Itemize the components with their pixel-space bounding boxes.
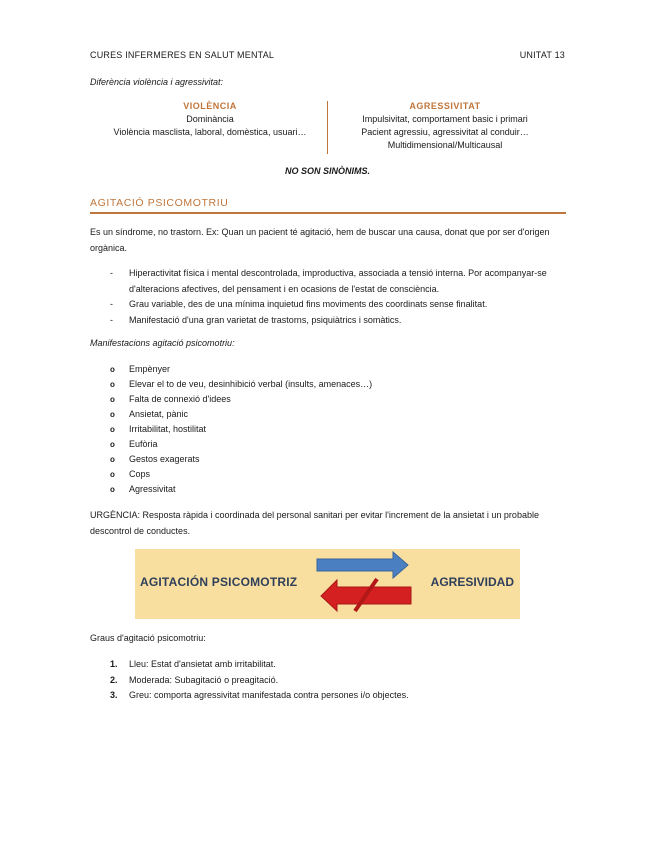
list-item: o Elevar el to de veu, desinhibició verbal (insults, amenaces…)	[110, 377, 510, 392]
list-item: o Ansietat, pànic	[110, 407, 510, 422]
aggressiveness-line: Impulsivitat, comportament basic i primari	[362, 114, 528, 124]
characteristics-list	[110, 266, 566, 328]
list-item	[110, 673, 510, 689]
section-heading: AGITACIÓ PSICOMOTRIU	[90, 197, 229, 209]
violence-line: Violència masclista, laboral, domèstica, usuari…	[113, 127, 307, 137]
violence-column	[95, 100, 325, 139]
aggressiveness-title: AGRESSIVITAT	[409, 101, 481, 111]
urgency-paragraph: URGÈNCIA: Resposta ràpida i coordinada del personal sanitari per evitar l'increment de la ansietat i un probable descontrol de conductes.	[90, 510, 539, 536]
list-item: o Cops	[110, 467, 510, 482]
bidirectional-arrows-icon	[315, 551, 415, 613]
column-divider	[327, 101, 328, 154]
agitation-banner	[135, 549, 520, 619]
list-item: o Agressivitat	[110, 482, 510, 497]
list-item: - Manifestació d'una gran varietat de trastorns, psiquiàtrics i somàtics.	[110, 313, 566, 329]
manifestations-list	[110, 362, 510, 497]
list-item	[110, 688, 510, 704]
comparison-subtitle: Diferència violència i agressivitat:	[90, 77, 224, 87]
list-item: o Irritabilitat, hostilitat	[110, 422, 510, 437]
section-rule	[90, 212, 566, 214]
list-item: o Empènyer	[110, 362, 510, 377]
list-item: - Grau variable, des de una mínima inquietud fins moviments des coordinats sense finalitat.	[110, 297, 566, 313]
graus-list	[110, 657, 510, 704]
list-item-text: Lleu: Estat d'ansietat amb irritabilitat.	[129, 659, 276, 669]
list-number: 2.	[110, 674, 118, 685]
graus-title: Graus d'agitació psicomotriu:	[90, 633, 206, 643]
list-item	[110, 657, 510, 673]
list-item: o Gestos exagerats	[110, 452, 510, 467]
forward-arrow-icon	[317, 552, 408, 578]
list-item: o Falta de connexió d'idees	[110, 392, 510, 407]
list-item: - Hiperactivitat física i mental descontrolada, improductiva, associada a tensió interna. Por acompanyar-se d'alteracions afectives, del pensament i en ocasions de l'estat de consciència.	[110, 266, 566, 297]
violence-line: Dominància	[186, 114, 234, 124]
list-number: 1.	[110, 659, 118, 669]
document-header-title: CURES INFERMERES EN SALUT MENTAL	[90, 50, 275, 60]
manifestations-title: Manifestacions agitació psicomotriu:	[90, 338, 235, 348]
banner-left-label: AGITACIÓN PSICOMOTRIZ	[140, 575, 298, 589]
list-item-text: Greu: comporta agressivitat manifestada contra persones i/o objectes.	[129, 690, 409, 700]
intro-paragraph: Es un síndrome, no trastorn. Ex: Quan un pacient té agitació, hem de buscar una causa, donat que por ser d'origen orgànica.	[90, 227, 550, 253]
banner-right-label: AGRESIVIDAD	[430, 575, 514, 589]
not-synonyms-note: NO SON SINÒNIMS.	[284, 166, 370, 176]
list-number: 3.	[110, 690, 118, 700]
aggressiveness-line: Pacient agressiu, agressivitat al conduir…	[361, 127, 529, 137]
aggressiveness-column	[330, 100, 560, 152]
document-header-unit: UNITAT 13	[519, 50, 565, 60]
list-item-text: Moderada: Subagitació o preagitació.	[129, 674, 279, 685]
aggressiveness-line: Multidimensional/Multicausal	[387, 140, 503, 150]
list-item: o Eufòria	[110, 437, 510, 452]
violence-title: VIOLÈNCIA	[183, 101, 237, 111]
